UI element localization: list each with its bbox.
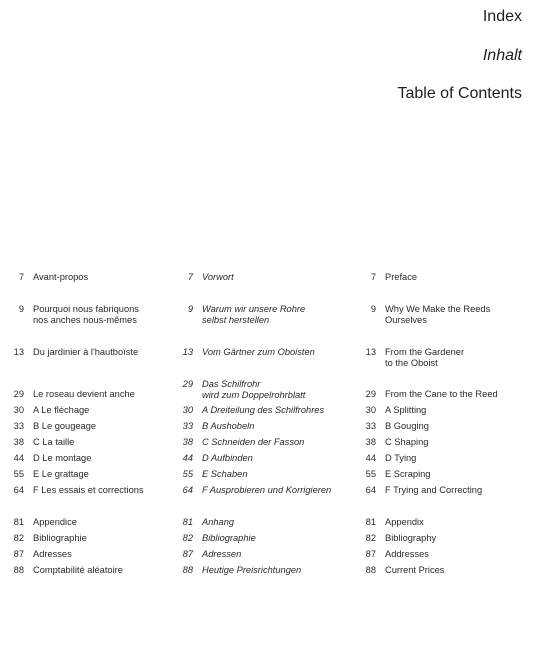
toc-entry-label-line: Vom Gärtner zum Oboisten bbox=[202, 347, 315, 357]
toc-entry-label bbox=[33, 272, 88, 283]
toc-page-number: 44 bbox=[182, 453, 193, 463]
toc-entry-label bbox=[33, 549, 72, 560]
toc-entry-label bbox=[385, 485, 482, 496]
toc-entry-label bbox=[385, 469, 430, 480]
toc-entry-label bbox=[202, 405, 324, 416]
toc-entry-label bbox=[202, 421, 254, 432]
toc-entry-label bbox=[385, 421, 429, 432]
toc-entry-label-line: Adressen bbox=[202, 549, 242, 559]
toc-entry-label bbox=[385, 437, 428, 448]
toc-page-number: 9 bbox=[370, 304, 376, 314]
toc-entry-label bbox=[33, 405, 89, 416]
toc-page-number: 88 bbox=[13, 565, 24, 575]
toc-page-number: 30 bbox=[365, 405, 376, 415]
toc-page-number: 13 bbox=[13, 347, 24, 357]
toc-entry-label-line: Addresses bbox=[385, 549, 429, 559]
toc-entry-label bbox=[33, 485, 144, 496]
toc-entry-label bbox=[202, 437, 304, 448]
toc-page-number: 81 bbox=[13, 517, 24, 527]
toc-page-number: 38 bbox=[182, 437, 193, 447]
toc-entry-label bbox=[385, 533, 436, 544]
toc-page-number: 9 bbox=[187, 304, 193, 314]
toc-entry-label-line: to the Oboist bbox=[385, 358, 438, 368]
toc-entry-label bbox=[202, 347, 315, 358]
toc-entry-label-line: Current Prices bbox=[385, 565, 445, 575]
toc-entry-label bbox=[33, 469, 89, 480]
toc-entry-label-line: B Aushobeln bbox=[202, 421, 255, 431]
toc-entry-label bbox=[33, 533, 87, 544]
toc-entry-label-line: Le roseau devient anche bbox=[33, 389, 135, 399]
toc-entry-label-line: Appendice bbox=[33, 517, 77, 527]
toc-entry-label bbox=[33, 453, 91, 464]
toc-page-number: 55 bbox=[13, 469, 24, 479]
toc-page-number: 88 bbox=[365, 565, 376, 575]
toc-entry-label bbox=[202, 453, 253, 464]
toc-entry-label bbox=[385, 565, 444, 576]
toc-entry-label-line: C La taille bbox=[33, 437, 75, 447]
toc-entry-label-line: Adresses bbox=[33, 549, 72, 559]
toc-entry-label-line: Pourquoi nous fabriquons bbox=[33, 304, 139, 314]
toc-entry-label-line: selbst herstellen bbox=[202, 315, 270, 325]
toc-entry-label-line: wird zum Doppelrohrblatt bbox=[202, 390, 306, 400]
toc-page-number: 33 bbox=[182, 421, 193, 431]
toc-entry-label-line: D Aufbinden bbox=[202, 453, 253, 463]
toc-entry-label-line: Das Schilfrohr bbox=[202, 379, 261, 389]
toc-entry-label bbox=[202, 272, 234, 283]
toc-page-number: 64 bbox=[365, 485, 376, 495]
toc-page-number: 82 bbox=[365, 533, 376, 543]
toc-entry-label bbox=[385, 304, 490, 326]
toc-page-number: 38 bbox=[365, 437, 376, 447]
toc-page-number: 33 bbox=[13, 421, 24, 431]
toc-entry-label-line: Avant-propos bbox=[33, 272, 89, 282]
toc-entry-label-line: Bibliographie bbox=[202, 533, 256, 543]
toc-page-number: 87 bbox=[365, 549, 376, 559]
toc-page-number: 81 bbox=[182, 517, 193, 527]
toc-page-number: 82 bbox=[13, 533, 24, 543]
toc-entry-label-line: F Les essais et corrections bbox=[33, 485, 144, 495]
toc-entry-label-line: E Le grattage bbox=[33, 469, 89, 479]
toc-entry-label bbox=[385, 389, 498, 400]
toc-page-number: 30 bbox=[182, 405, 193, 415]
toc-entry-label-line: Bibliographie bbox=[33, 533, 87, 543]
toc-entry-label-line: Bibliography bbox=[385, 533, 437, 543]
toc-entry-label-line: A Le fléchage bbox=[33, 405, 90, 415]
toc-entry-label bbox=[33, 565, 123, 576]
toc-entry-label-line: Anhang bbox=[202, 517, 235, 527]
toc-entry-label bbox=[33, 304, 139, 326]
toc-entry-label bbox=[385, 549, 429, 560]
toc-page-number: 88 bbox=[182, 565, 193, 575]
toc-entry-label-line: Appendix bbox=[385, 517, 424, 527]
toc-entry-label-line: D Tying bbox=[385, 453, 417, 463]
toc-entry-label-line: F Ausprobieren und Korrigieren bbox=[202, 485, 332, 495]
toc-entry-label-line: B Le gougeage bbox=[33, 421, 97, 431]
toc-entry-label bbox=[33, 347, 138, 358]
toc-entry-label bbox=[202, 517, 234, 528]
toc-page-number: 64 bbox=[13, 485, 24, 495]
toc-entry-label bbox=[385, 453, 416, 464]
toc-entry-label-line: F Trying and Correcting bbox=[385, 485, 483, 495]
toc-page-number: 55 bbox=[365, 469, 376, 479]
toc-page-number: 29 bbox=[182, 379, 193, 389]
toc-entry-label-line: From the Cane to the Reed bbox=[385, 389, 498, 399]
toc-entry-label bbox=[202, 565, 301, 576]
toc-page-number: 7 bbox=[18, 272, 24, 282]
title-inhalt: Inhalt bbox=[482, 47, 522, 64]
toc-page-number: 13 bbox=[365, 347, 376, 357]
toc-page-number: 7 bbox=[187, 272, 193, 282]
toc-entry-label bbox=[33, 437, 74, 448]
toc-entry-label bbox=[202, 304, 305, 326]
toc-entry-label-line: A Dreiteilung des Schilfrohres bbox=[202, 405, 325, 415]
toc-entry-label bbox=[33, 517, 77, 528]
toc-page-number: 30 bbox=[13, 405, 24, 415]
toc-entry-label bbox=[202, 379, 305, 401]
toc-entry-label bbox=[385, 272, 417, 283]
toc-page-number: 13 bbox=[182, 347, 193, 357]
toc-page-number: 29 bbox=[13, 389, 24, 399]
toc-entry-label-line: From the Gardener bbox=[385, 347, 465, 357]
toc-entry-label-line: C Shaping bbox=[385, 437, 429, 447]
toc-entry-label bbox=[33, 389, 135, 400]
toc-page-number: 55 bbox=[182, 469, 193, 479]
toc-entry-label bbox=[202, 469, 248, 480]
toc-entry-label-line: Comptabilité aléatoire bbox=[33, 565, 123, 575]
toc-entry-label-line: Heutige Preisrichtungen bbox=[202, 565, 302, 575]
toc-entry-label bbox=[385, 405, 426, 416]
toc-entry-label-line: Du jardinier à l'hautboïste bbox=[33, 347, 139, 357]
toc-page-number: 82 bbox=[182, 533, 193, 543]
toc-entry-label-line: Ourselves bbox=[385, 315, 427, 325]
toc-entry-label bbox=[33, 421, 96, 432]
toc-entry-label-line: Vorwort bbox=[202, 272, 234, 282]
toc-entry-label-line: Why We Make the Reeds bbox=[385, 304, 491, 314]
toc-page-number: 64 bbox=[182, 485, 193, 495]
toc-entry-label-line: C Schneiden der Fasson bbox=[202, 437, 305, 447]
title-table-of-contents: Table of Contents bbox=[397, 85, 522, 102]
toc-entry-label bbox=[202, 533, 256, 544]
toc-page-number: 87 bbox=[182, 549, 193, 559]
toc-entry-label-line: Preface bbox=[385, 272, 418, 282]
toc-entry-label bbox=[385, 347, 464, 369]
toc-page-number: 29 bbox=[365, 389, 376, 399]
toc-entry-label-line: nos anches nous-mêmes bbox=[33, 315, 137, 325]
toc-page-number: 7 bbox=[370, 272, 376, 282]
toc-page-number: 44 bbox=[365, 453, 376, 463]
toc-entry-label-line: E Schaben bbox=[202, 469, 248, 479]
title-index: Index bbox=[482, 8, 522, 25]
toc-entry-label bbox=[202, 485, 331, 496]
toc-page-number: 38 bbox=[13, 437, 24, 447]
toc-page-number: 9 bbox=[18, 304, 24, 314]
toc-entry-label-line: A Splitting bbox=[385, 405, 427, 415]
toc-entry-label-line: Warum wir unsere Rohre bbox=[202, 304, 306, 314]
toc-entry-label bbox=[385, 517, 424, 528]
toc-page-number: 33 bbox=[365, 421, 376, 431]
toc-page-number: 81 bbox=[365, 517, 376, 527]
toc-entry-label-line: E Scraping bbox=[385, 469, 431, 479]
toc-page-number: 44 bbox=[13, 453, 24, 463]
toc-page-number: 87 bbox=[13, 549, 24, 559]
toc-entry-label-line: B Gouging bbox=[385, 421, 429, 431]
toc-entry-label bbox=[202, 549, 241, 560]
toc-entry-label-line: D Le montage bbox=[33, 453, 92, 463]
